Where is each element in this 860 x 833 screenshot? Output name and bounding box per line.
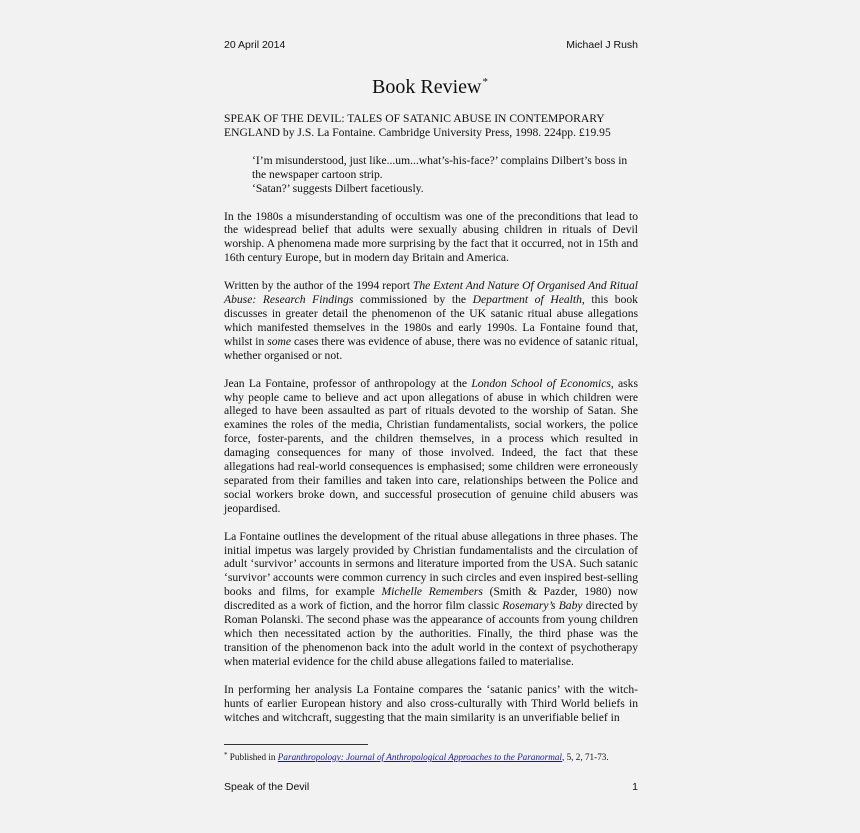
footnote-divider: [224, 744, 368, 745]
p2-text-b: commissioned by the: [353, 293, 473, 307]
p3-text-b: , asks why people came to believe and act upon allegations of abuse in which children were alleged to have been assaulted as part of rituals devoted to the worship of Satan. She examines the roles of the media, Christian fundamentalists, social workers, the police force, foster-parents, and the children themselves, in a process which resulted in damaging consequences for many of those involved. Indeed, the fact that these allegations had real-world consequences is emphasised; some children were erroneously separated from their families and taken into care, relationships between the Police and social workers broke down, and successful prosecution of genuine child abusers was jeopardised.: [224, 376, 638, 515]
paragraph-5: In performing her analysis La Fontaine compares the ‘satanic panics’ with the witch-hunts of earlier European history and also cross-culturally with Third World beliefs in witches and witchcraft, suggesting that the main similarity is an unverifiable belief in: [224, 682, 638, 724]
journal-link[interactable]: Paranthropology: Journal of Anthropological Approaches to the Paranormal: [277, 752, 562, 762]
p2-text-c: , this book discusses in greater detail the phenomenon of the UK satanic ritual abuse allegations which manifested themselves in the 1980s and early 1990s. La Fontaine found that, whilst in: [224, 293, 638, 348]
p2-text-d: cases there was evidence of abuse, there was no evidence of satanic ritual, whether organised or not.: [224, 334, 638, 362]
p4-text-c: directed by Roman Polanski. The second phase was the appearance of accounts from young children which then necessitated action by the authorities. Finally, the third phase was the transition of the phenomenon back into the adult world in the context of psychotherapy when material evidence for the child abuse allegations failed to materialise.: [224, 599, 638, 668]
footer-title: Speak of the Devil: [224, 781, 310, 793]
paragraph-1: In the 1980s a misunderstanding of occultism was one of the preconditions that lead to the widespread belief that adults were sexually abusing children in rituals of Devil worship. A phenomena made more surprising by the fact that it occurred, not in 15th and 16th century Europe, but in modern day Britain and America.: [224, 209, 638, 265]
p2-text-a: Written by the author of the 1994 report: [224, 279, 413, 293]
title-text: Book Review: [372, 76, 482, 98]
p3-text-a: Jean La Fontaine, professor of anthropology at the: [224, 376, 472, 390]
department-name: Department of Health: [472, 293, 582, 307]
paragraph-4: [224, 530, 638, 669]
article-body: [224, 112, 638, 738]
epigraph-quote: [252, 154, 638, 196]
footnote-mark: *: [224, 751, 228, 759]
book-citation: SPEAK OF THE DEVIL: TALES OF SATANIC ABUSE IN CONTEMPORARY ENGLAND by J.S. La Fontaine. Cambridge University Press, 1998. 224pp. £19.95: [224, 112, 611, 139]
book-title: Michelle Remembers: [381, 585, 483, 599]
title-footnote-mark: *: [482, 76, 488, 88]
paragraph-2: [224, 279, 638, 362]
paragraph-3: [224, 377, 638, 516]
institution-name: London School of Economics: [471, 376, 611, 390]
footnote-prefix: Published in: [227, 752, 278, 762]
header-date: 20 April 2014: [224, 39, 286, 51]
film-title: Rosemary’s Baby: [502, 599, 583, 613]
emphasis-some: some: [267, 334, 292, 348]
quote-line-1: ‘I’m misunderstood, just like...um...what’s-his-face?’ complains Dilbert’s boss in the newspaper cartoon strip.: [252, 153, 628, 181]
p4-text-b: (Smith & Pazder, 1980) now discredited as a work of fiction, and the horror film classic: [224, 585, 638, 613]
report-title: The Extent And Nature Of Organised And Ritual Abuse: Research Findings: [224, 279, 639, 307]
p4-text-a: La Fontaine outlines the development of the ritual abuse allegations in three phases. The initial impetus was largely provided by Christian fundamentalists and the circulation of adult ‘survivor’ accounts in sermons and literature imported from the USA. Such satanic ‘survivor’ accounts were common currency in such circles and even inspired best-selling books and films, for example: [224, 529, 638, 599]
footnote-suffix: , 5, 2, 71-73.: [561, 752, 609, 762]
page-number: 1: [632, 781, 638, 793]
quote-line-2: ‘Satan?’ suggests Dilbert facetiously.: [252, 181, 424, 195]
page-title: [0, 76, 860, 99]
footnote: [224, 749, 638, 763]
header-author: Michael J Rush: [566, 39, 638, 51]
